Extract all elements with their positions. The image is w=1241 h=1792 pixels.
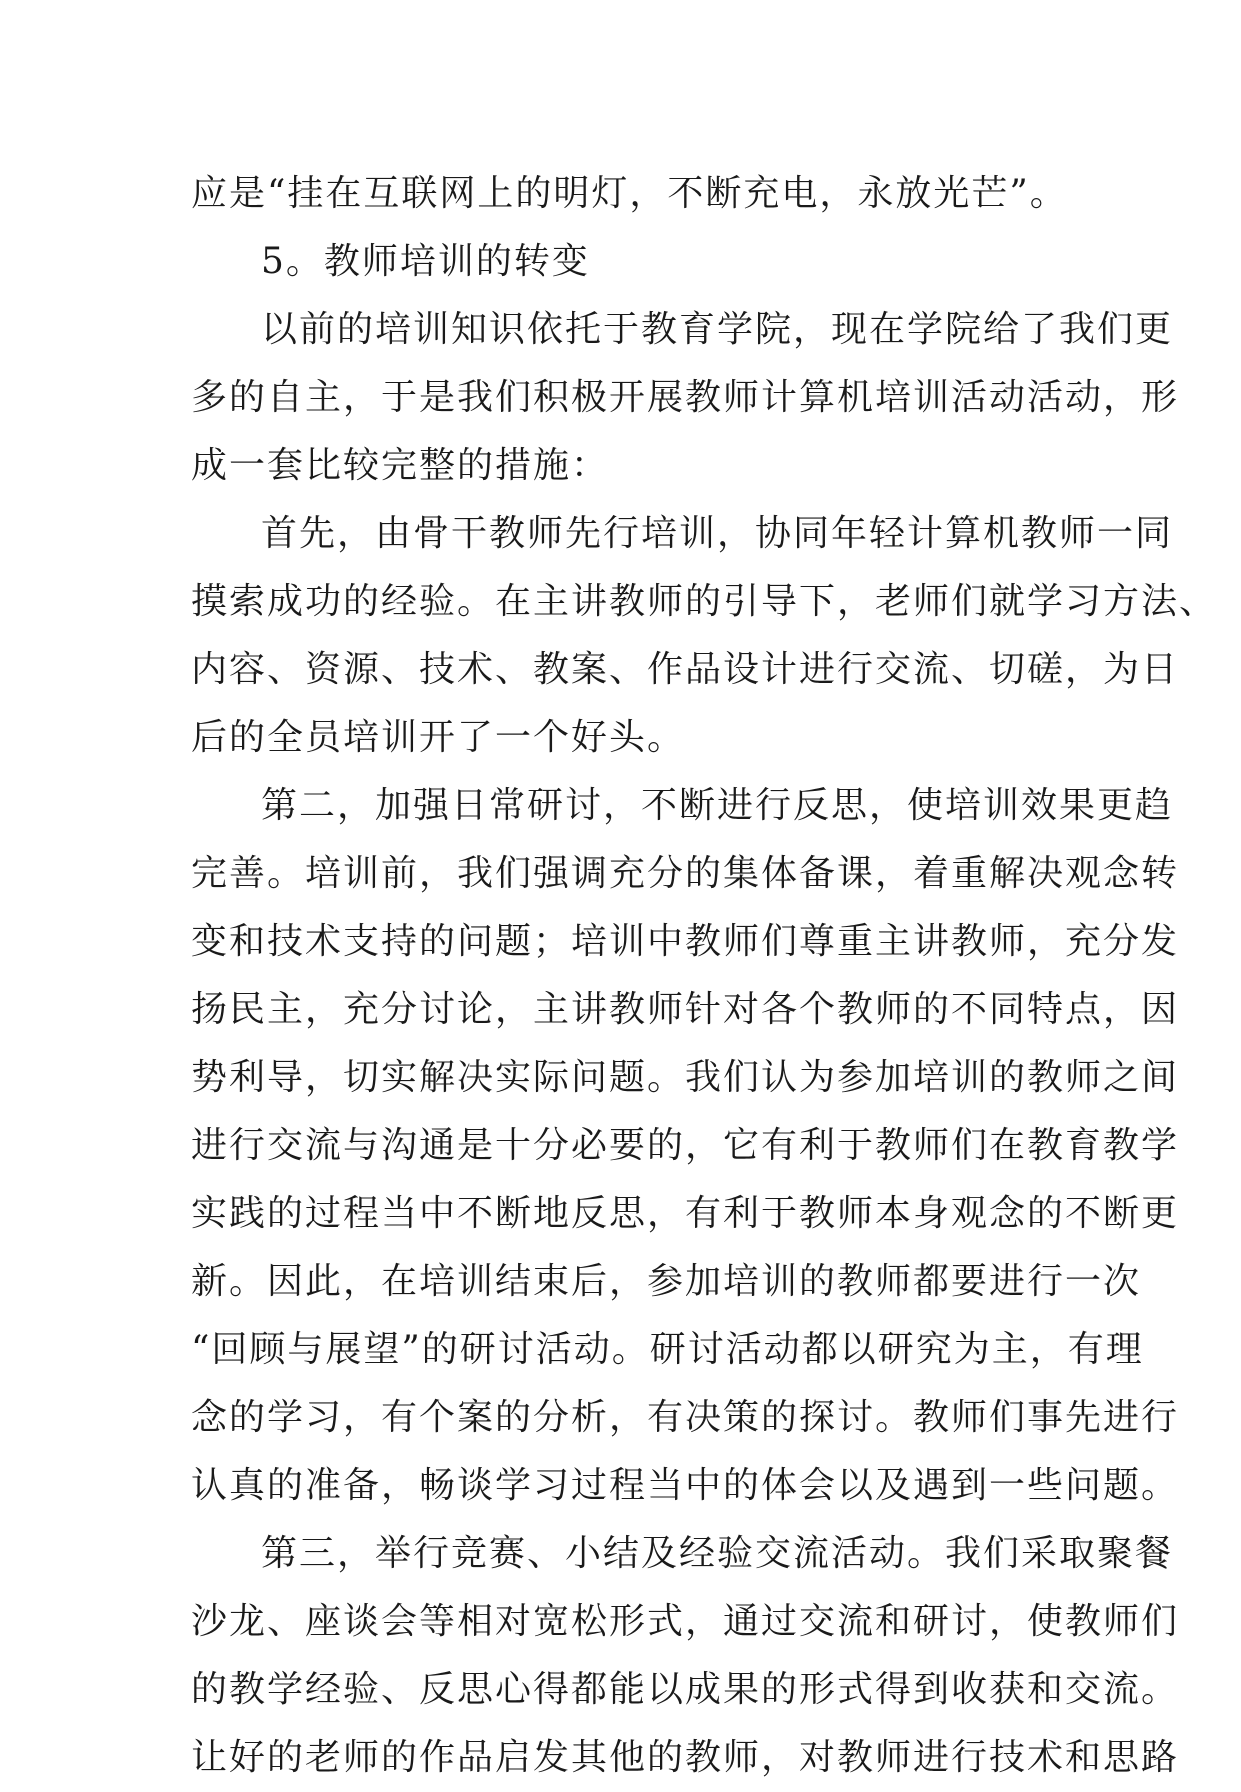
text-line: 后的全员培训开了一个好头。: [191, 717, 686, 758]
text-line: 完善。培训前，我们强调充分的集体备课，着重解决观念转: [191, 853, 1180, 894]
text-line: 沙龙、座谈会等相对宽松形式，通过交流和研讨，使教师们: [191, 1601, 1180, 1642]
text-line: 变和技术支持的问题；培训中教师们尊重主讲教师，充分发: [191, 921, 1180, 962]
text-line: 多的自主，于是我们积极开展教师计算机培训活动活动，形: [191, 377, 1180, 418]
text-line: 第二，加强日常研讨，不断进行反思，使培训效果更趋: [261, 785, 1174, 826]
text-line: 摸索成功的经验。在主讲教师的引导下，老师们就学习方法、: [191, 581, 1218, 622]
text-line: 的教学经验、反思心得都能以成果的形式得到收获和交流。: [191, 1669, 1180, 1710]
text-line: 势利导，切实解决实际问题。我们认为参加培训的教师之间: [191, 1057, 1180, 1098]
text-line: 第三，举行竞赛、小结及经验交流活动。我们采取聚餐: [261, 1533, 1174, 1574]
text-line: 让好的老师的作品启发其他的教师，对教师进行技术和思路: [191, 1737, 1180, 1778]
text-line: 认真的准备，畅谈学习过程当中的体会以及遇到一些问题。: [191, 1465, 1180, 1506]
text-line: 新。因此，在培训结束后，参加培训的教师都要进行一次: [191, 1261, 1142, 1302]
text-line: 实践的过程当中不断地反思，有利于教师本身观念的不断更: [191, 1193, 1180, 1234]
text-line: 内容、资源、技术、教案、作品设计进行交流、切磋，为日: [191, 649, 1180, 690]
document-body: [191, 160, 1218, 1792]
text-line: 念的学习，有个案的分析，有决策的探讨。教师们事先进行: [191, 1397, 1180, 1438]
text-line: 以前的培训知识依托于教育学院，现在学院给了我们更: [261, 309, 1174, 350]
text-line: 进行交流与沟通是十分必要的，它有利于教师们在教育教学: [191, 1125, 1180, 1166]
text-line: 首先，由骨干教师先行培训，协同年轻计算机教师一同: [261, 513, 1174, 554]
text-line: 应是“挂在互联网上的明灯，不断充电，永放光芒”。: [191, 173, 1068, 214]
text-line: 扬民主，充分讨论，主讲教师针对各个教师的不同特点，因: [191, 989, 1180, 1030]
text-line: 成一套比较完整的措施：: [191, 445, 610, 486]
text-line: “回顾与展望”的研讨活动。研讨活动都以研究为主，有理: [191, 1329, 1144, 1370]
section-heading: 5。教师培训的转变: [261, 241, 590, 282]
